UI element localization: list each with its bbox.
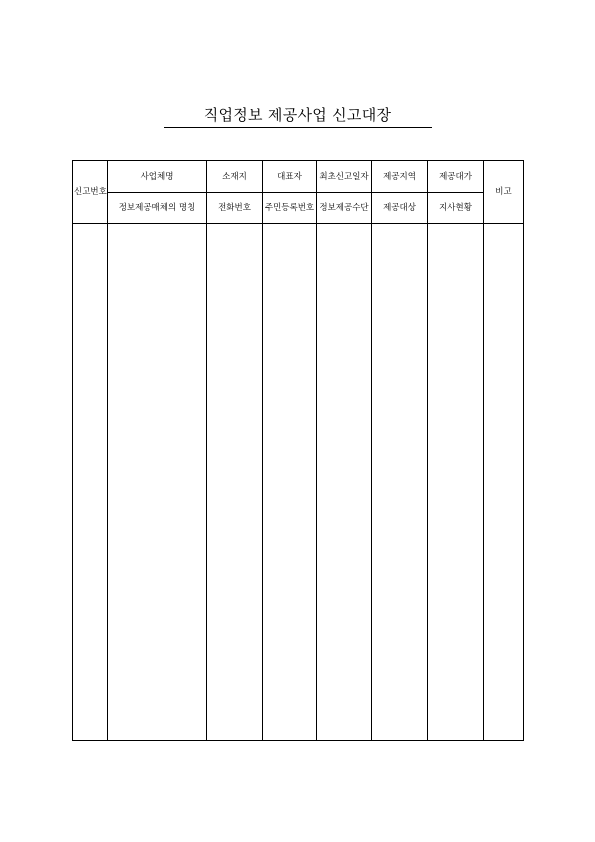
body-cell-first-report-date: [317, 224, 372, 741]
body-cell-representative: [263, 224, 317, 741]
header-resident-number: 주민등록번호: [263, 193, 317, 224]
header-service-area: 제공지역: [372, 161, 428, 193]
header-business-name: 사업체명: [108, 161, 207, 193]
header-media-name: 정보제공매체의 명칭: [108, 193, 207, 224]
page-title: 직업정보 제공사업 신고대장: [203, 106, 392, 124]
body-cell-remarks: [484, 224, 524, 741]
header-fee: 제공대가: [428, 161, 484, 193]
body-cell-service-area: [372, 224, 428, 741]
header-location: 소재지: [207, 161, 263, 193]
header-report-number: 신고번호: [73, 161, 108, 224]
header-phone: 전화번호: [207, 193, 263, 224]
body-cell-fee: [428, 224, 484, 741]
body-cell-location: [207, 224, 263, 741]
header-branch-status: 지사현황: [428, 193, 484, 224]
report-register-table: [72, 160, 524, 741]
header-representative: 대표자: [263, 161, 317, 193]
title-underline: [164, 127, 432, 128]
header-service-target: 제공대상: [372, 193, 428, 224]
body-cell-business-name: [108, 224, 207, 741]
header-first-report-date: 최초신고일자: [317, 161, 372, 193]
header-info-method: 정보제공수단: [317, 193, 372, 224]
header-remarks: 비고: [484, 161, 524, 224]
body-cell-report-number: [73, 224, 108, 741]
